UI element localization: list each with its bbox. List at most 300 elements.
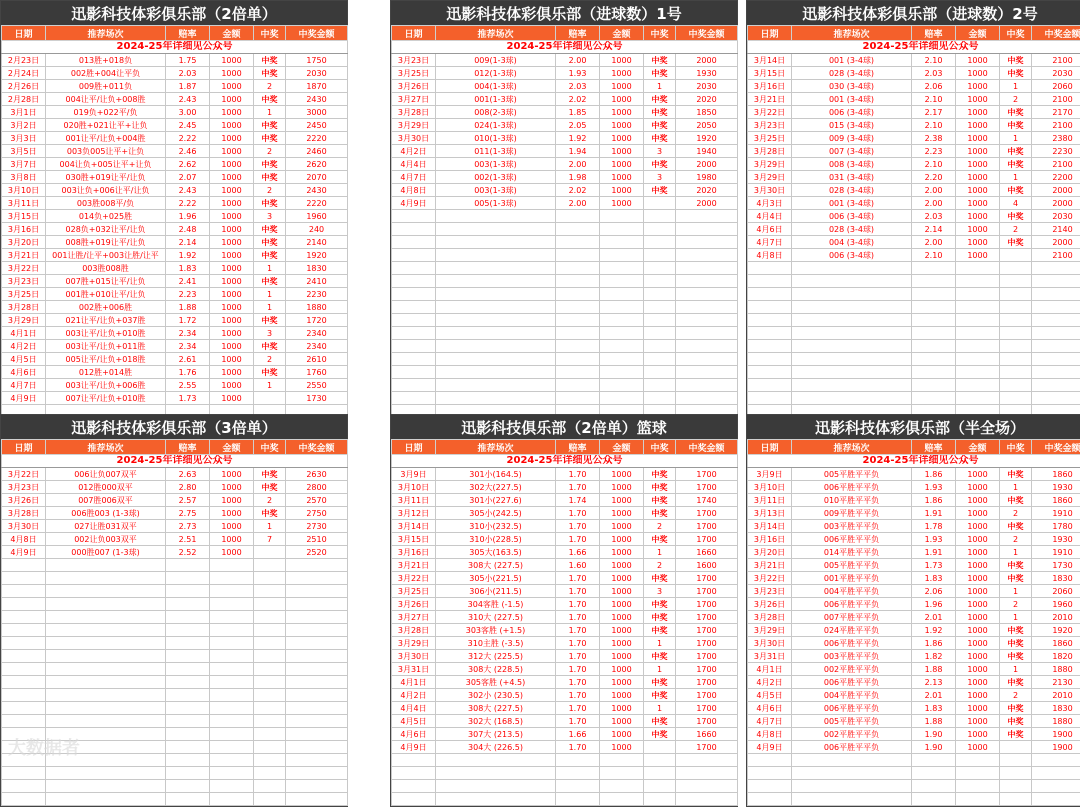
- cell: 2000: [676, 158, 738, 171]
- empty-row: [2, 650, 348, 663]
- cell: [1032, 366, 1080, 379]
- cell: 302大(227.5): [436, 481, 556, 494]
- empty-row: [392, 301, 738, 314]
- cell: 4月5日: [392, 715, 436, 728]
- table-row: [748, 572, 1080, 585]
- cell: 3月28日: [392, 106, 436, 119]
- cell: [1000, 741, 1032, 754]
- cell: 1700: [676, 663, 738, 676]
- cell: 2.10: [912, 119, 956, 132]
- cell: [166, 676, 210, 689]
- cell: 4月5日: [2, 353, 46, 366]
- column-header: 中奖: [1000, 440, 1032, 455]
- cell: 2010: [1032, 689, 1080, 702]
- cell: [956, 353, 1000, 366]
- cell: 1.70: [556, 663, 600, 676]
- cell: [436, 288, 556, 301]
- cell: 中奖: [1000, 520, 1032, 533]
- cell: 1700: [676, 520, 738, 533]
- cell: [166, 650, 210, 663]
- cell: [1000, 275, 1032, 288]
- cell: 1000: [600, 663, 644, 676]
- cell: 中奖: [254, 119, 286, 132]
- cell: 1.70: [556, 637, 600, 650]
- cell: 1000: [600, 598, 644, 611]
- table-row: [748, 520, 1080, 533]
- cell: 3月28日: [748, 611, 792, 624]
- cell: 1000: [210, 507, 254, 520]
- table-row: [392, 93, 738, 106]
- cell: [1000, 301, 1032, 314]
- cell: 1900: [1032, 728, 1080, 741]
- cell: 2750: [286, 507, 348, 520]
- cell: 002胜+004让平负: [46, 67, 166, 80]
- cell: 2100: [1032, 119, 1080, 132]
- cell: 3: [644, 171, 676, 184]
- cell: 3月11日: [2, 197, 46, 210]
- cell: 009平胜平平负: [792, 507, 912, 520]
- cell: 1.82: [912, 650, 956, 663]
- cell: 3月15日: [2, 210, 46, 223]
- cell: 1000: [210, 340, 254, 353]
- cell: 006胜003 (1-3球): [46, 507, 166, 520]
- cell: 1000: [956, 80, 1000, 93]
- cell: 2.03: [912, 67, 956, 80]
- cell: 2100: [1032, 249, 1080, 262]
- cell: 1000: [210, 210, 254, 223]
- table-row: [748, 598, 1080, 611]
- cell: 中奖: [1000, 702, 1032, 715]
- cell: 中奖: [644, 468, 676, 481]
- cell: 4月6日: [748, 223, 792, 236]
- cell: [912, 793, 956, 806]
- table-row: [392, 572, 738, 585]
- cell: 006平胜平平负: [792, 533, 912, 546]
- cell: 1.66: [556, 546, 600, 559]
- cell: [1032, 767, 1080, 780]
- cell: 中奖: [254, 158, 286, 171]
- table-row: [748, 585, 1080, 598]
- empty-row: [392, 340, 738, 353]
- column-header: 中奖金额: [676, 440, 738, 455]
- cell: 中奖: [644, 689, 676, 702]
- cell: [956, 301, 1000, 314]
- cell: [392, 210, 436, 223]
- cell: 1000: [600, 728, 644, 741]
- cell: 1000: [600, 119, 644, 132]
- cell: 1830: [1032, 702, 1080, 715]
- cell: 1720: [286, 314, 348, 327]
- cell: 2: [254, 353, 286, 366]
- cell: 3月16日: [748, 533, 792, 546]
- cell: 2.48: [166, 223, 210, 236]
- cell: [676, 366, 738, 379]
- cell: 1700: [676, 741, 738, 754]
- cell: 013胜+018负: [46, 54, 166, 67]
- column-header: 日期: [748, 440, 792, 455]
- cell: 中奖: [644, 106, 676, 119]
- cell: 002平胜平平负: [792, 663, 912, 676]
- cell: 1.70: [556, 572, 600, 585]
- table-row: [748, 741, 1080, 754]
- cell: 2030: [286, 67, 348, 80]
- cell: 301小(164.5): [436, 468, 556, 481]
- cell: [286, 780, 348, 793]
- panel-1: [0, 0, 348, 445]
- cell: 2.00: [912, 197, 956, 210]
- cell: 1860: [1032, 468, 1080, 481]
- cell: 4月6日: [748, 702, 792, 715]
- cell: 007 (3-4球): [792, 145, 912, 158]
- cell: [956, 379, 1000, 392]
- cell: 2.01: [912, 611, 956, 624]
- cell: [956, 754, 1000, 767]
- empty-row: [392, 767, 738, 780]
- cell: 1: [254, 379, 286, 392]
- table-row: [2, 236, 348, 249]
- cell: 1000: [600, 572, 644, 585]
- empty-row: [392, 754, 738, 767]
- empty-row: [2, 611, 348, 624]
- cell: 2060: [1032, 80, 1080, 93]
- cell: [286, 676, 348, 689]
- cell: [392, 392, 436, 405]
- cell: [956, 392, 1000, 405]
- cell: 1000: [600, 585, 644, 598]
- table-row: [392, 171, 738, 184]
- cell: [46, 663, 166, 676]
- cell: 3月11日: [748, 494, 792, 507]
- cell: 2.14: [912, 223, 956, 236]
- cell: 1000: [956, 741, 1000, 754]
- cell: 1000: [210, 236, 254, 249]
- cell: 3月26日: [2, 494, 46, 507]
- cell: [792, 314, 912, 327]
- cell: [392, 780, 436, 793]
- cell: 2000: [676, 54, 738, 67]
- cell: 3月23日: [748, 585, 792, 598]
- cell: 1.94: [556, 145, 600, 158]
- cell: 1.78: [912, 520, 956, 533]
- cell: [912, 754, 956, 767]
- cell: 1000: [956, 663, 1000, 676]
- cell: 中奖: [254, 340, 286, 353]
- column-header: 日期: [748, 26, 792, 41]
- cell: 1000: [956, 171, 1000, 184]
- cell: [676, 353, 738, 366]
- cell: [286, 598, 348, 611]
- cell: 3月20日: [2, 236, 46, 249]
- cell: 2060: [1032, 585, 1080, 598]
- cell: 1000: [210, 533, 254, 546]
- cell: 1.88: [912, 715, 956, 728]
- cell: [676, 780, 738, 793]
- cell: 4月4日: [392, 702, 436, 715]
- cell: [748, 780, 792, 793]
- subtitle: 2024-25年详细见公众号: [748, 41, 1080, 54]
- cell: 3月13日: [748, 507, 792, 520]
- table-row: [748, 145, 1080, 158]
- cell: 302大 (168.5): [436, 715, 556, 728]
- cell: 3月23日: [748, 119, 792, 132]
- cell: 1730: [1032, 559, 1080, 572]
- cell: [556, 301, 600, 314]
- empty-row: [392, 262, 738, 275]
- cell: 7: [254, 533, 286, 546]
- empty-row: [392, 275, 738, 288]
- cell: 1.90: [912, 741, 956, 754]
- column-header: 中奖金额: [1032, 440, 1080, 455]
- cell: 1000: [956, 637, 1000, 650]
- cell: [912, 327, 956, 340]
- cell: 3月31日: [748, 650, 792, 663]
- cell: [46, 793, 166, 806]
- cell: 2570: [286, 494, 348, 507]
- cell: 007胜+015让平/让负: [46, 275, 166, 288]
- cell: 4月8日: [392, 184, 436, 197]
- cell: 1.70: [556, 624, 600, 637]
- cell: 中奖: [254, 507, 286, 520]
- cell: 3月22日: [392, 572, 436, 585]
- cell: 1700: [676, 481, 738, 494]
- table-row: [748, 494, 1080, 507]
- cell: 1920: [676, 132, 738, 145]
- table-row: [392, 158, 738, 171]
- cell: 2140: [1032, 223, 1080, 236]
- cell: [600, 301, 644, 314]
- cell: 2月23日: [2, 54, 46, 67]
- cell: 1000: [956, 184, 1000, 197]
- table-row: [2, 80, 348, 93]
- cell: [792, 366, 912, 379]
- cell: [676, 301, 738, 314]
- cell: 1920: [1032, 624, 1080, 637]
- cell: 1000: [210, 119, 254, 132]
- cell: 003胜008胜: [46, 262, 166, 275]
- cell: 2月24日: [2, 67, 46, 80]
- cell: 1.88: [166, 301, 210, 314]
- cell: [46, 676, 166, 689]
- cell: 2: [254, 184, 286, 197]
- cell: 004(1-3球): [436, 80, 556, 93]
- cell: 2.10: [912, 249, 956, 262]
- cell: 1000: [956, 520, 1000, 533]
- cell: [676, 249, 738, 262]
- cell: 3月29日: [2, 314, 46, 327]
- cell: [644, 210, 676, 223]
- cell: 中奖: [1000, 106, 1032, 119]
- cell: 4月7日: [392, 171, 436, 184]
- column-header: 推荐场次: [436, 26, 556, 41]
- cell: 1.93: [556, 67, 600, 80]
- table-row: [392, 559, 738, 572]
- cell: 1000: [600, 611, 644, 624]
- cell: [600, 392, 644, 405]
- cell: [1000, 288, 1032, 301]
- cell: 2: [644, 559, 676, 572]
- cell: 1000: [956, 67, 1000, 80]
- cell: 030 (3-4球): [792, 80, 912, 93]
- cell: 2: [254, 494, 286, 507]
- cell: 1: [644, 546, 676, 559]
- cell: [254, 663, 286, 676]
- cell: [46, 559, 166, 572]
- cell: 1.60: [556, 559, 600, 572]
- cell: [748, 754, 792, 767]
- cell: [676, 288, 738, 301]
- table-row: [748, 481, 1080, 494]
- cell: 2050: [676, 119, 738, 132]
- cell: 4月4日: [392, 158, 436, 171]
- cell: [436, 223, 556, 236]
- cell: 1000: [956, 546, 1000, 559]
- table-row: [392, 650, 738, 663]
- cell: [792, 340, 912, 353]
- cell: [792, 379, 912, 392]
- cell: 3月10日: [2, 184, 46, 197]
- cell: 1000: [956, 676, 1000, 689]
- cell: 3月21日: [748, 559, 792, 572]
- cell: 1000: [956, 715, 1000, 728]
- cell: 030胜+019让平/让负: [46, 171, 166, 184]
- cell: 028负+032让平/让负: [46, 223, 166, 236]
- cell: [392, 767, 436, 780]
- cell: 3月22日: [748, 106, 792, 119]
- cell: [1032, 340, 1080, 353]
- cell: [676, 392, 738, 405]
- cell: 1.76: [166, 366, 210, 379]
- cell: [644, 379, 676, 392]
- cell: 1700: [676, 507, 738, 520]
- cell: [46, 702, 166, 715]
- table-row: [392, 520, 738, 533]
- cell: [2, 650, 46, 663]
- empty-row: [748, 780, 1080, 793]
- cell: 1.85: [556, 106, 600, 119]
- cell: 2.00: [912, 184, 956, 197]
- table-row: [2, 520, 348, 533]
- cell: [556, 366, 600, 379]
- column-header: 推荐场次: [46, 440, 166, 455]
- cell: [556, 288, 600, 301]
- cell: 2.05: [556, 119, 600, 132]
- table-row: [392, 468, 738, 481]
- cell: 4月1日: [392, 676, 436, 689]
- table-row: [392, 184, 738, 197]
- table-row: [748, 249, 1080, 262]
- cell: [210, 728, 254, 741]
- column-header: 金额: [600, 440, 644, 455]
- table-row: [748, 67, 1080, 80]
- cell: [436, 314, 556, 327]
- cell: 1.91: [912, 507, 956, 520]
- cell: 1000: [956, 236, 1000, 249]
- cell: 1000: [956, 650, 1000, 663]
- cell: [286, 715, 348, 728]
- cell: 4月7日: [748, 236, 792, 249]
- cell: 001 (3-4球): [792, 197, 912, 210]
- cell: 3月29日: [392, 119, 436, 132]
- cell: 002让负003双平: [46, 533, 166, 546]
- cell: [392, 793, 436, 806]
- cell: 1.70: [556, 650, 600, 663]
- cell: 2000: [1032, 236, 1080, 249]
- cell: 2510: [286, 533, 348, 546]
- cell: 2.10: [912, 158, 956, 171]
- cell: [1000, 379, 1032, 392]
- cell: [644, 366, 676, 379]
- cell: 2410: [286, 275, 348, 288]
- cell: 1900: [1032, 741, 1080, 754]
- cell: 4月8日: [748, 728, 792, 741]
- cell: 003(1-3球): [436, 158, 556, 171]
- cell: 3月27日: [392, 93, 436, 106]
- cell: [436, 767, 556, 780]
- cell: 007胜006双平: [46, 494, 166, 507]
- cell: [392, 275, 436, 288]
- cell: 1930: [676, 67, 738, 80]
- cell: [254, 637, 286, 650]
- cell: 005(1-3球): [436, 197, 556, 210]
- cell: 308大 (227.5): [436, 559, 556, 572]
- cell: [436, 236, 556, 249]
- column-header: 赔率: [912, 26, 956, 41]
- cell: [1032, 327, 1080, 340]
- cell: [286, 793, 348, 806]
- empty-row: [392, 223, 738, 236]
- cell: [912, 288, 956, 301]
- cell: 1000: [956, 223, 1000, 236]
- cell: 1.92: [912, 624, 956, 637]
- cell: 3月15日: [748, 67, 792, 80]
- cell: 3月30日: [392, 132, 436, 145]
- cell: 1000: [600, 676, 644, 689]
- cell: 1000: [600, 507, 644, 520]
- cell: 中奖: [254, 54, 286, 67]
- cell: 1000: [600, 468, 644, 481]
- cell: 305客胜 (+4.5): [436, 676, 556, 689]
- cell: 1.70: [556, 598, 600, 611]
- cell: [1032, 275, 1080, 288]
- cell: [210, 754, 254, 767]
- table-row: [392, 80, 738, 93]
- cell: 4月9日: [748, 741, 792, 754]
- cell: [600, 236, 644, 249]
- cell: [210, 676, 254, 689]
- panel-title: 迅影科技俱乐部（2倍单）篮球: [391, 415, 737, 439]
- cell: [392, 379, 436, 392]
- cell: 008 (3-4球): [792, 158, 912, 171]
- cell: 006平胜平平负: [792, 676, 912, 689]
- cell: [792, 262, 912, 275]
- cell: [1000, 249, 1032, 262]
- cell: [556, 327, 600, 340]
- cell: 2月28日: [2, 93, 46, 106]
- table-row: [748, 132, 1080, 145]
- cell: 4月7日: [2, 379, 46, 392]
- cell: [2, 559, 46, 572]
- empty-row: [392, 314, 738, 327]
- cell: [1000, 793, 1032, 806]
- table-row: [748, 184, 1080, 197]
- cell: 1000: [956, 689, 1000, 702]
- cell: 2.73: [166, 520, 210, 533]
- cell: [912, 314, 956, 327]
- column-header: 金额: [210, 26, 254, 41]
- cell: [676, 793, 738, 806]
- cell: 1910: [1032, 546, 1080, 559]
- cell: [1032, 353, 1080, 366]
